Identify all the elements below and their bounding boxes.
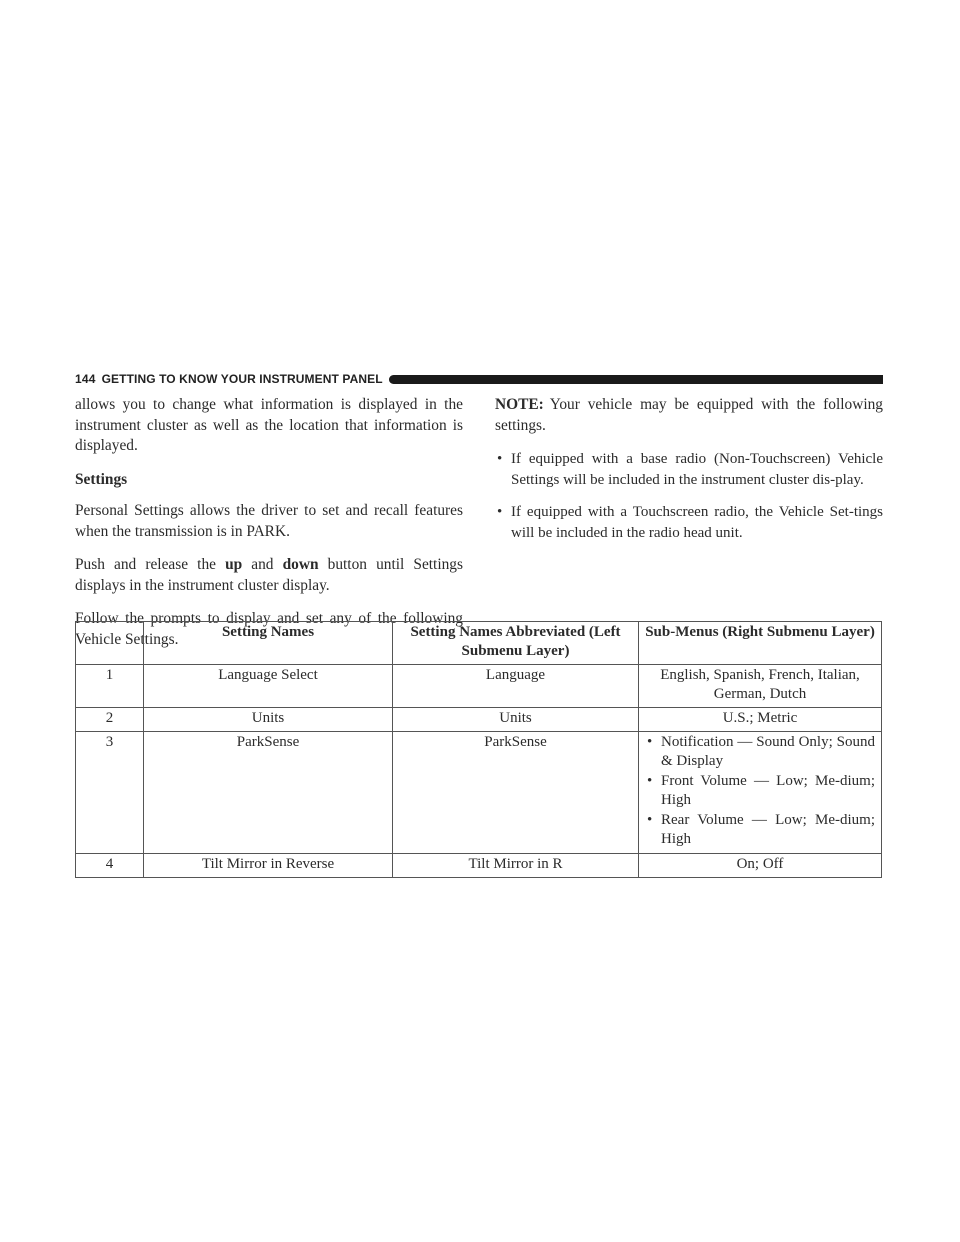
list-item (645, 811, 875, 849)
note-text: Your vehicle may be equipped with the following settings. (495, 396, 883, 434)
list-item (645, 733, 875, 771)
section-title: GETTING TO KNOW YOUR INSTRUMENT PANEL (101, 372, 383, 386)
push-text-and: and (242, 556, 283, 573)
table-header-row (76, 622, 882, 665)
bullet-icon: • (647, 773, 653, 789)
row-number: 3 (76, 732, 144, 854)
page-number: 144 (75, 372, 96, 386)
header-cell-abbreviated: Setting Names Abbreviated (Left Submenu Layer) (393, 622, 639, 665)
bullet-text: If equipped with a Touchscreen radio, the Vehicle Set-tings will be included in the radio head unit. (511, 504, 883, 541)
settings-heading: Settings (75, 470, 128, 488)
bullet-icon: • (647, 812, 653, 828)
setting-name: Units (144, 708, 393, 732)
push-text-pre: Push and release the (75, 556, 226, 573)
header-cell-num (76, 622, 144, 665)
setting-abbr: Language (393, 665, 639, 708)
row-number: 2 (76, 708, 144, 732)
header-cell-submenus: Sub-Menus (Right Submenu Layer) (639, 622, 882, 665)
header-rule (389, 375, 883, 384)
setting-name: Tilt Mirror in Reverse (144, 854, 393, 878)
bullet-icon: • (497, 504, 503, 520)
row-number: 4 (76, 854, 144, 878)
list-item (495, 449, 883, 490)
up-keyword: up (225, 556, 243, 573)
bullet-text: If equipped with a base radio (Non-Touchscreen) Vehicle Settings will be included in the instrument cluster dis-play. (511, 451, 883, 488)
push-release-paragraph (75, 555, 463, 596)
table-row (76, 708, 882, 732)
personal-settings-paragraph: Personal Settings allows the driver to set and recall features when the transmission is in PARK. (75, 502, 463, 540)
setting-abbr: Units (393, 708, 639, 732)
submenu-text: Rear Volume — Low; Me-dium; High (661, 812, 875, 847)
table-row (76, 732, 882, 854)
intro-paragraph: allows you to change what information is displayed in the instrument cluster as well as the location that information is displayed. (75, 396, 463, 454)
bullet-icon: • (497, 451, 503, 467)
setting-abbr: Tilt Mirror in R (393, 854, 639, 878)
setting-submenu (639, 732, 882, 854)
setting-name: ParkSense (144, 732, 393, 854)
row-number: 1 (76, 665, 144, 708)
follow-prompts-paragraph: Follow the prompts to display and set any of the following Vehicle Settings. (75, 610, 463, 648)
parksense-submenu-list (645, 733, 875, 849)
setting-submenu: On; Off (639, 854, 882, 878)
push-text-post: button until Settings displays in the instrument cluster display. (75, 556, 463, 594)
right-column (495, 395, 883, 555)
table-row (76, 854, 882, 878)
header-cell-setting-names: Setting Names (144, 622, 393, 665)
setting-name: Language Select (144, 665, 393, 708)
setting-submenu: English, Spanish, French, Italian, German, Dutch (639, 665, 882, 708)
submenu-text: Front Volume — Low; Me-dium; High (661, 773, 875, 808)
note-paragraph (495, 395, 883, 436)
list-item (645, 772, 875, 810)
bullet-icon: • (647, 734, 653, 750)
list-item (495, 502, 883, 543)
note-label: NOTE: (495, 396, 544, 413)
page-header (75, 371, 883, 387)
setting-abbr: ParkSense (393, 732, 639, 854)
submenu-text: Notification — Sound Only; Sound & Display (661, 734, 875, 769)
down-keyword: down (282, 556, 319, 573)
table-row (76, 665, 882, 708)
note-bullet-list (495, 449, 883, 543)
setting-submenu: U.S.; Metric (639, 708, 882, 732)
vehicle-settings-table (75, 621, 882, 878)
